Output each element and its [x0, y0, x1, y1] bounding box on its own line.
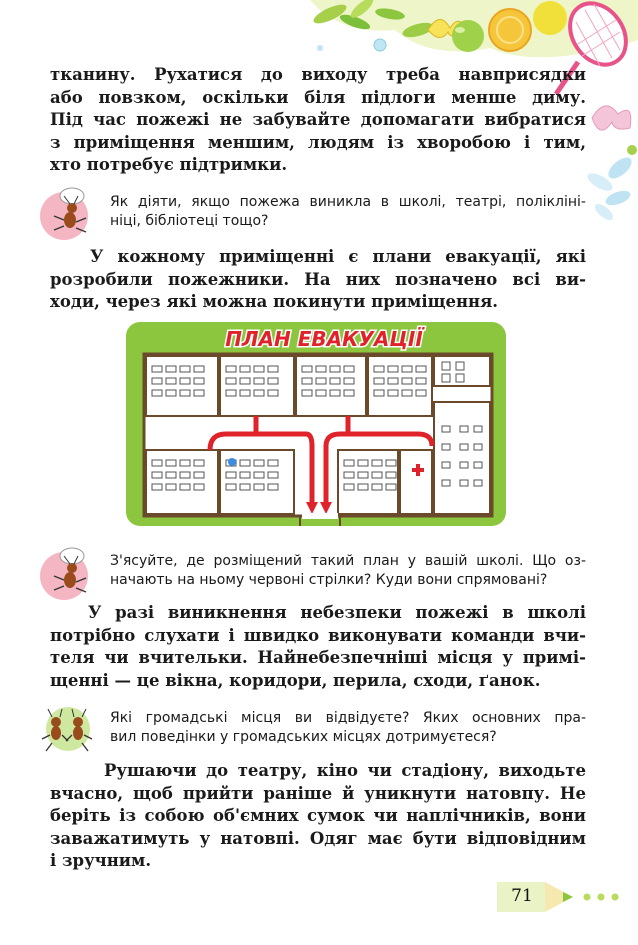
page-number-badge [497, 880, 627, 916]
paragraph-line: У разі виникнення небезпеки пожежі в школі [88, 603, 586, 622]
evacuation-plan-image [126, 322, 506, 526]
blue-leaves-icon [585, 145, 637, 223]
question-line: Як діяти, якщо пожежа виникла в школі, театрі, полікліні- [110, 194, 586, 210]
lemon-icon [533, 1, 567, 35]
apple-icon [452, 20, 484, 52]
paragraph-line: У кожному приміщенні є плани евакуації, які [90, 247, 586, 266]
plan-title: ПЛАН ЕВАКУАЦІЇ [225, 327, 423, 351]
page-number: 71 [511, 886, 533, 906]
paragraph-line: хто потребує підтримки. [50, 155, 288, 174]
question-line: З'ясуйте, де розміщений такий план у вашій школі. Що оз- [110, 553, 586, 569]
question-line: начають на ньому червоні стрілки? Куди вони спрямовані? [110, 572, 548, 588]
paragraph-line: теля чи вчительки. Найнебезпечніші місця у примі- [50, 648, 586, 667]
ants-group-icon [38, 701, 96, 757]
paragraph-line: з приміщення меншим, людям із хворобою і тим, [50, 132, 586, 152]
paragraph-line: потрібно слухати і швидко виконувати команди вчи- [50, 625, 586, 645]
question-1 [110, 193, 586, 231]
blue-marker-icon [228, 458, 236, 466]
paragraph-line: або повзком, оскільки біля підлоги менше диму. [50, 87, 586, 107]
paragraph-line: тканину. Рухатися до виходу треба навприсядки [50, 65, 586, 84]
question-line: ніці, бібліотеці тощо? [110, 213, 269, 229]
question-line: Які громадські місця ви відвідуєте? Яких основних пра- [110, 710, 586, 726]
paragraph-line: Рушаючи до театру, кіно чи стадіону, виходьте [104, 761, 586, 780]
paragraph-line: беріть із собою об'ємних сумок чи наплічників, вони [50, 806, 586, 825]
ant-question-icon [38, 546, 96, 602]
paragraph-line: розробили пожежники. На них позначено всі ви- [50, 269, 586, 289]
butterfly-pink-icon [592, 106, 631, 130]
paragraph-line: Під час пожежі не забувайте допомагати вибратися [50, 110, 586, 129]
orange-icon [489, 9, 531, 51]
body-paragraph-1 [50, 64, 586, 177]
ant-question-icon [38, 186, 96, 242]
paragraph-line: заважатимуть у натовпі. Одяг має бути відповідним [50, 828, 586, 848]
body-paragraph-3 [50, 602, 586, 692]
question-3 [110, 709, 586, 747]
paragraph-line: ходи, через які можна покинути приміщення. [50, 292, 499, 311]
question-line: вил поведінки у громадських місцях дотримуєтеся? [110, 729, 497, 745]
paragraph-line: щенні — це вікна, коридори, перила, сходи, ґанок. [50, 670, 541, 690]
body-paragraph-2 [50, 246, 586, 314]
body-paragraph-4 [50, 760, 586, 873]
paragraph-line: вчасно, щоб прийти раніше й уникнути натовпу. Не [50, 783, 586, 803]
paragraph-line: і зручним. [50, 851, 152, 870]
question-2 [110, 552, 586, 590]
